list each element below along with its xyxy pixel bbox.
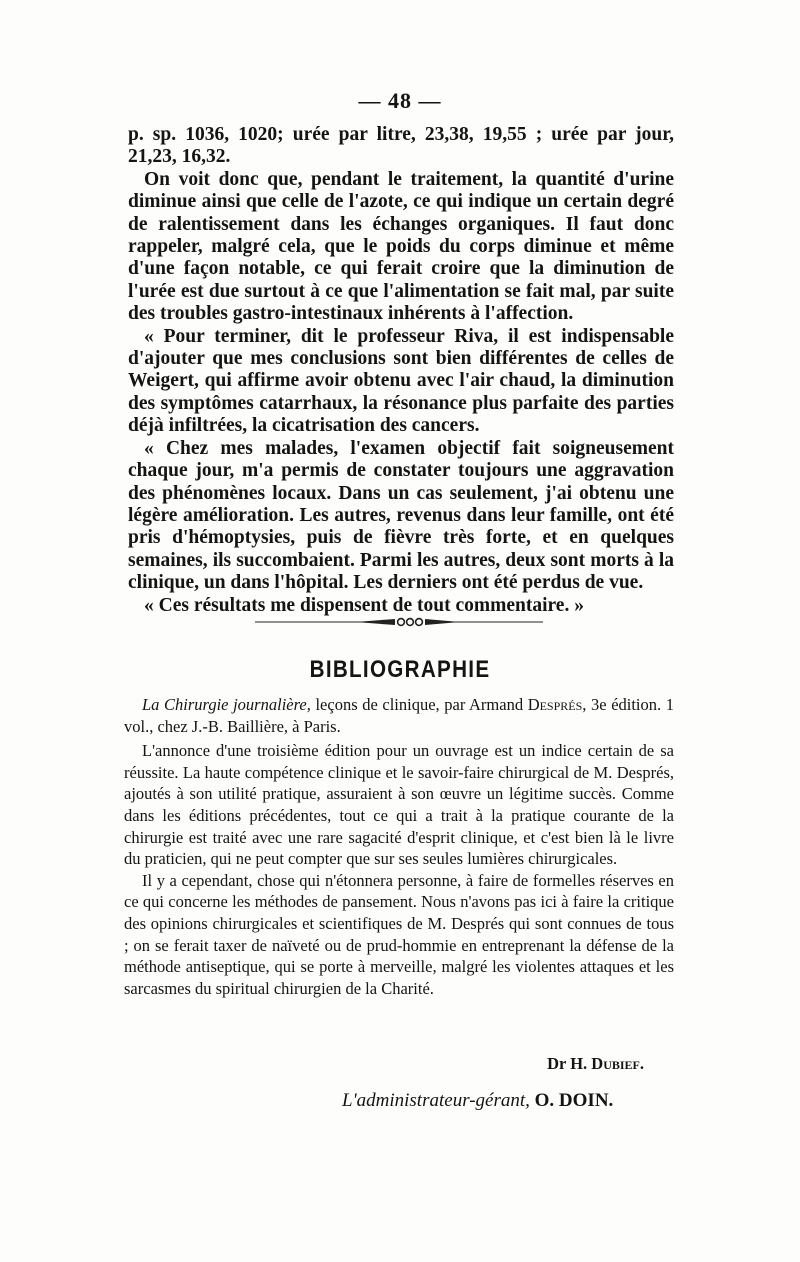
book-title: La Chirurgie journalière, (142, 695, 311, 714)
paragraph: On voit donc que, pendant le traitement, la quantité d'urine diminue ainsi que celle de l'azote, ce qui indique un certain degré de ralentissement dans les échanges organiques. Il faut donc rappeler, malgré cela, que le poids du corps diminue et même d'une façon notable, ce qui ferait croire que la diminution de l'urée est due surtout à ce que l'alimentation se fait mal, par suite des troubles gastro-intestinaux inhérents à l'affection. (128, 168, 674, 325)
publisher-footer: L'administrateur-gérant, O. DOIN. (342, 1090, 614, 1111)
paragraph: « Chez mes malades, l'examen objectif fait soigneusement chaque jour, m'a permis de constater toujours une aggravation des phénomènes locaux. Dans un cas seulement, j'ai obtenu une légère amélioration. Les autres, revenus dans leur famille, ont été pris d'hémoptysies, puis de fièvre très forte, et en quelques semaines, ils succombaient. Parmi les autres, deux sont morts à la clinique, un dans l'hôpital. Les derniers ont été perdus de vue. (128, 437, 674, 594)
paragraph: « Pour terminer, dit le professeur Riva, il est indispensable d'ajouter que mes conclusions sont bien différentes de celles de Weigert, qui affirme avoir obtenu avec l'air chaud, la diminution des symptômes catarrhaux, la résonance plus parfaite des parties déjà infiltrées, la cicatrisation des cancers. (128, 325, 674, 437)
book-author: Després (527, 695, 583, 714)
review-paragraph: L'annonce d'une troisième édition pour un ouvrage est un indice certain de sa réussite. La haute compétence clinique et le savoir-faire chirurgical de M. Després, ajoutés à son utilité pratique, assuraient à son œuvre un légitime succès. Comme dans les éditions précédentes, tout ce qui a trait à la pratique courante de la chirurgie est traité avec une rare sagacité d'esprit clinique, et c'est bien là le livre du praticien, qui ne peut compter que sur ses seules lumières chirurgicales. (124, 741, 674, 869)
signature: Dr H. Dubief. (547, 1054, 644, 1073)
paragraph: « Ces résultats me dispensent de tout commentaire. » (144, 594, 584, 616)
review-paragraph: Il y a cependant, chose qui n'étonnera personne, à faire de formelles réserves en ce qui concerne les méthodes de pansement. Nous n'avons pas ici à faire la critique des opinions chirurgicales et scientifiques de M. Després qui sont connues de tous ; on se ferait taxer de naïveté ou de prud-hommie en entreprenant la défense de la méthode antiseptique, qui se porte à merveille, malgré les violentes attaques et les sarcasmes du spiritual chirurgien de la Charité. (124, 870, 674, 998)
section-heading: BIBLIOGRAPHIE (309, 656, 491, 683)
article-continuation (128, 124, 674, 617)
bibliography-section (124, 694, 674, 999)
ornamental-divider (255, 616, 543, 628)
book-reference: La Chirurgie journalière, leçons de clinique, par Armand Després, 3e édition. 1 vol., chez J.-B. Baillière, à Paris. (124, 695, 674, 736)
paragraph: p. sp. 1036, 1020; urée par litre, 23,38, 19,55 ; urée par jour, 21,23, 16,32. (128, 124, 674, 168)
page-number: — 48 — (358, 88, 442, 113)
